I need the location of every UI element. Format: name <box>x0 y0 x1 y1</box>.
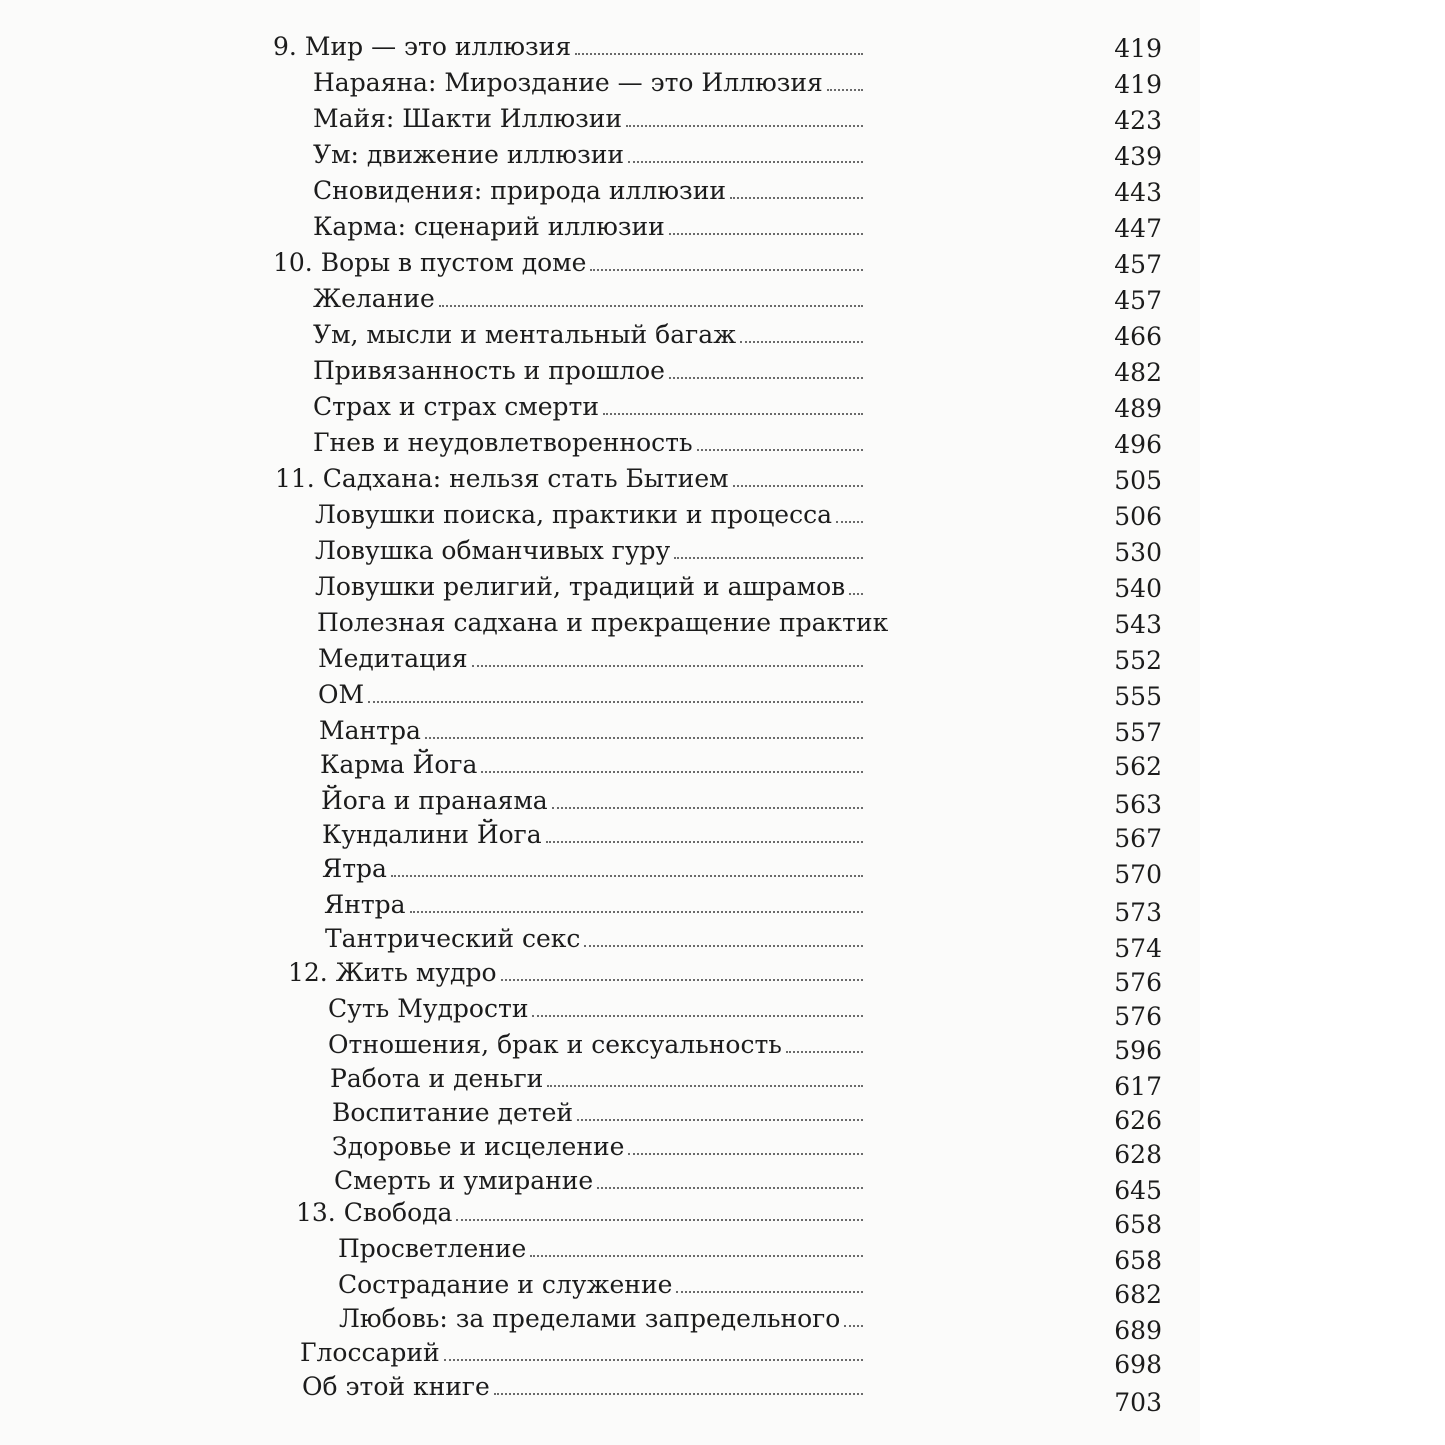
dot-leader <box>577 1119 863 1121</box>
page-number: 419 <box>1114 34 1162 63</box>
entry-title: ОМ <box>318 680 365 709</box>
dot-leader <box>501 979 863 981</box>
toc-entry[interactable] <box>313 174 873 208</box>
entry-title: Здоровье и исцеление <box>332 1132 625 1161</box>
entry-title: Мир — это иллюзия <box>304 32 572 61</box>
entry-title: Отношения, брак и сексуальность <box>328 1030 782 1059</box>
page-number: 496 <box>1114 430 1162 459</box>
dot-leader <box>597 1187 863 1189</box>
toc-entry[interactable] <box>321 784 873 818</box>
toc-entry[interactable] <box>315 534 873 568</box>
toc-entry[interactable] <box>275 462 873 496</box>
page-number: 563 <box>1114 790 1162 819</box>
page-number: 443 <box>1114 178 1162 207</box>
dot-leader <box>425 737 863 739</box>
dot-leader <box>530 1255 863 1257</box>
toc-entry[interactable] <box>324 888 873 922</box>
entry-title: Свобода <box>343 1198 453 1227</box>
toc-entry[interactable] <box>319 714 873 748</box>
entry-title: Сновидения: природа иллюзии <box>313 176 727 205</box>
toc-entry[interactable] <box>318 642 873 676</box>
entry-title: Ум, мысли и ментальный багаж <box>313 320 737 349</box>
entry-title: Янтра <box>324 890 406 919</box>
toc-entry[interactable] <box>338 1268 873 1302</box>
entry-title: Карма Йога <box>320 750 478 779</box>
dot-leader <box>552 807 863 809</box>
dot-leader <box>626 125 863 127</box>
dot-leader <box>740 341 863 343</box>
dot-leader <box>628 1153 863 1155</box>
entry-title: Йога и пранаяма <box>321 786 548 815</box>
entry-title: Кундалини Йога <box>322 820 542 849</box>
entry-title: Сострадание и служение <box>338 1270 673 1299</box>
chapter-number: 12. <box>288 958 328 987</box>
page-number: 506 <box>1114 502 1162 531</box>
toc-entry[interactable] <box>300 1336 873 1370</box>
entry-title: Ловушки религий, традиций и ашрамов <box>315 572 846 601</box>
entry-title: Медитация <box>318 644 468 673</box>
page-number: 574 <box>1114 934 1162 963</box>
toc-entry[interactable] <box>313 66 873 100</box>
chapter-number: 13. <box>296 1198 336 1227</box>
dot-leader <box>628 161 863 163</box>
entry-title: Нараяна: Мироздание — это Иллюзия <box>313 68 823 97</box>
toc-entry[interactable] <box>313 426 873 460</box>
toc-entry[interactable] <box>328 1028 873 1062</box>
dot-leader <box>532 1015 863 1017</box>
toc-entry[interactable] <box>334 1164 873 1198</box>
page-number: 419 <box>1114 70 1162 99</box>
dot-leader <box>849 593 863 595</box>
page-number: 617 <box>1114 1072 1162 1101</box>
toc-entry[interactable] <box>313 318 873 352</box>
page-number: 447 <box>1114 214 1162 243</box>
toc-entry[interactable] <box>315 570 873 604</box>
page-number: 457 <box>1114 286 1162 315</box>
toc-entry[interactable] <box>330 1062 873 1096</box>
entry-title: Ловушка обманчивых гуру <box>315 536 671 565</box>
page-number: 482 <box>1114 358 1162 387</box>
dot-leader <box>494 1393 863 1395</box>
dot-leader <box>733 485 863 487</box>
page-number: 466 <box>1114 322 1162 351</box>
toc-entry[interactable] <box>313 138 873 172</box>
toc-entry[interactable] <box>315 498 873 532</box>
dot-leader <box>786 1051 863 1053</box>
toc-entry[interactable] <box>332 1096 873 1130</box>
entry-title: Воры в пустом доме <box>320 248 587 277</box>
entry-title: Просветление <box>338 1234 527 1263</box>
page-number: 489 <box>1114 394 1162 423</box>
toc-entry[interactable] <box>302 1370 873 1404</box>
dot-leader <box>674 557 863 559</box>
entry-title: Об этой книге <box>302 1372 490 1401</box>
dot-leader <box>444 1359 863 1361</box>
entry-title: Майя: Шакти Иллюзии <box>313 104 623 133</box>
dot-leader <box>547 1085 863 1087</box>
entry-title: Страх и страх смерти <box>313 392 600 421</box>
entry-title: Жить мудро <box>335 958 497 987</box>
toc-entry[interactable] <box>273 246 873 280</box>
toc-entry[interactable] <box>296 1196 873 1230</box>
dot-leader <box>481 771 863 773</box>
dot-leader <box>827 89 863 91</box>
chapter-number: 11. <box>275 464 315 493</box>
dot-leader <box>603 413 863 415</box>
toc-entry[interactable] <box>339 1302 873 1336</box>
entry-title: Суть Мудрости <box>328 994 529 1023</box>
dot-leader <box>439 305 863 307</box>
dot-leader <box>676 1291 863 1293</box>
page-number: 682 <box>1114 1280 1162 1309</box>
page-number: 530 <box>1114 538 1162 567</box>
dot-leader <box>391 875 863 877</box>
dot-leader <box>590 269 863 271</box>
dot-leader <box>836 521 863 523</box>
toc-entry[interactable] <box>313 210 873 244</box>
toc-entry[interactable] <box>313 282 873 316</box>
dot-leader <box>584 945 863 947</box>
entry-title: Гнев и неудовлетворенность <box>313 428 693 457</box>
entry-title: Ятра <box>322 854 387 883</box>
entry-title: Глоссарий <box>300 1338 440 1367</box>
dot-leader <box>669 233 863 235</box>
chapter-number: 10. <box>273 248 313 277</box>
dot-leader <box>844 1325 863 1327</box>
toc-entry[interactable] <box>325 922 873 956</box>
dot-leader <box>546 841 863 843</box>
toc-entry[interactable] <box>320 748 873 782</box>
entry-title: Мантра <box>319 716 421 745</box>
entry-title: Воспитание детей <box>332 1098 574 1127</box>
page-number: 703 <box>1114 1388 1162 1417</box>
dot-leader <box>456 1219 863 1221</box>
entry-title: Ловушки поиска, практики и процесса <box>315 500 833 529</box>
page-number: 552 <box>1114 646 1162 675</box>
toc-entry[interactable] <box>322 852 873 886</box>
toc-entry[interactable] <box>313 354 873 388</box>
toc-entry[interactable] <box>318 678 873 712</box>
entry-title: Желание <box>313 284 435 313</box>
dot-leader <box>410 911 863 913</box>
entry-title: Любовь: за пределами запредельного <box>339 1304 841 1333</box>
entry-title: Привязанность и прошлое <box>313 356 665 385</box>
page-number: 505 <box>1114 466 1162 495</box>
toc-entry[interactable] <box>322 818 873 852</box>
dot-leader <box>368 701 863 703</box>
page-number: 540 <box>1114 574 1162 603</box>
toc-entry[interactable] <box>313 390 873 424</box>
page-number: 457 <box>1114 250 1162 279</box>
page-number: 543 <box>1114 610 1162 639</box>
page-number: 562 <box>1114 752 1162 781</box>
page-number: 576 <box>1114 1002 1162 1031</box>
page-number: 658 <box>1114 1210 1162 1239</box>
chapter-number: 9. <box>273 32 297 61</box>
entry-title: Садхана: нельзя стать Бытием <box>322 464 729 493</box>
page-number: 698 <box>1114 1350 1162 1379</box>
toc-entry[interactable] <box>273 30 873 64</box>
page-number: 573 <box>1114 898 1162 927</box>
dot-leader <box>669 377 863 379</box>
entry-title: Ум: движение иллюзии <box>313 140 625 169</box>
page-number: 645 <box>1114 1176 1162 1205</box>
toc-entry[interactable] <box>338 1232 873 1266</box>
page-number: 567 <box>1114 824 1162 853</box>
dot-leader <box>730 197 863 199</box>
entry-title: Смерть и умирание <box>334 1166 594 1195</box>
page-number: 439 <box>1114 142 1162 171</box>
page-number: 555 <box>1114 682 1162 711</box>
page-number: 689 <box>1114 1316 1162 1345</box>
page-number: 628 <box>1114 1140 1162 1169</box>
toc-entry[interactable] <box>328 992 873 1026</box>
toc-entry[interactable] <box>313 102 873 136</box>
toc-entry[interactable] <box>317 606 889 640</box>
page-number: 557 <box>1114 718 1162 747</box>
entry-title: Тантрический секс <box>325 924 581 953</box>
page-number: 576 <box>1114 968 1162 997</box>
entry-title: Карма: сценарий иллюзии <box>313 212 665 241</box>
dot-leader <box>697 449 863 451</box>
toc-entry[interactable] <box>288 956 873 990</box>
dot-leader <box>575 53 863 55</box>
page-number: 423 <box>1114 106 1162 135</box>
page-number: 570 <box>1114 860 1162 889</box>
page-number: 658 <box>1114 1246 1162 1275</box>
toc-entry[interactable] <box>332 1130 873 1164</box>
entry-title: Полезная садхана и прекращение практик <box>317 608 889 637</box>
entry-title: Работа и деньги <box>330 1064 544 1093</box>
dot-leader <box>472 665 863 667</box>
page-number: 626 <box>1114 1106 1162 1135</box>
page-number: 596 <box>1114 1036 1162 1065</box>
